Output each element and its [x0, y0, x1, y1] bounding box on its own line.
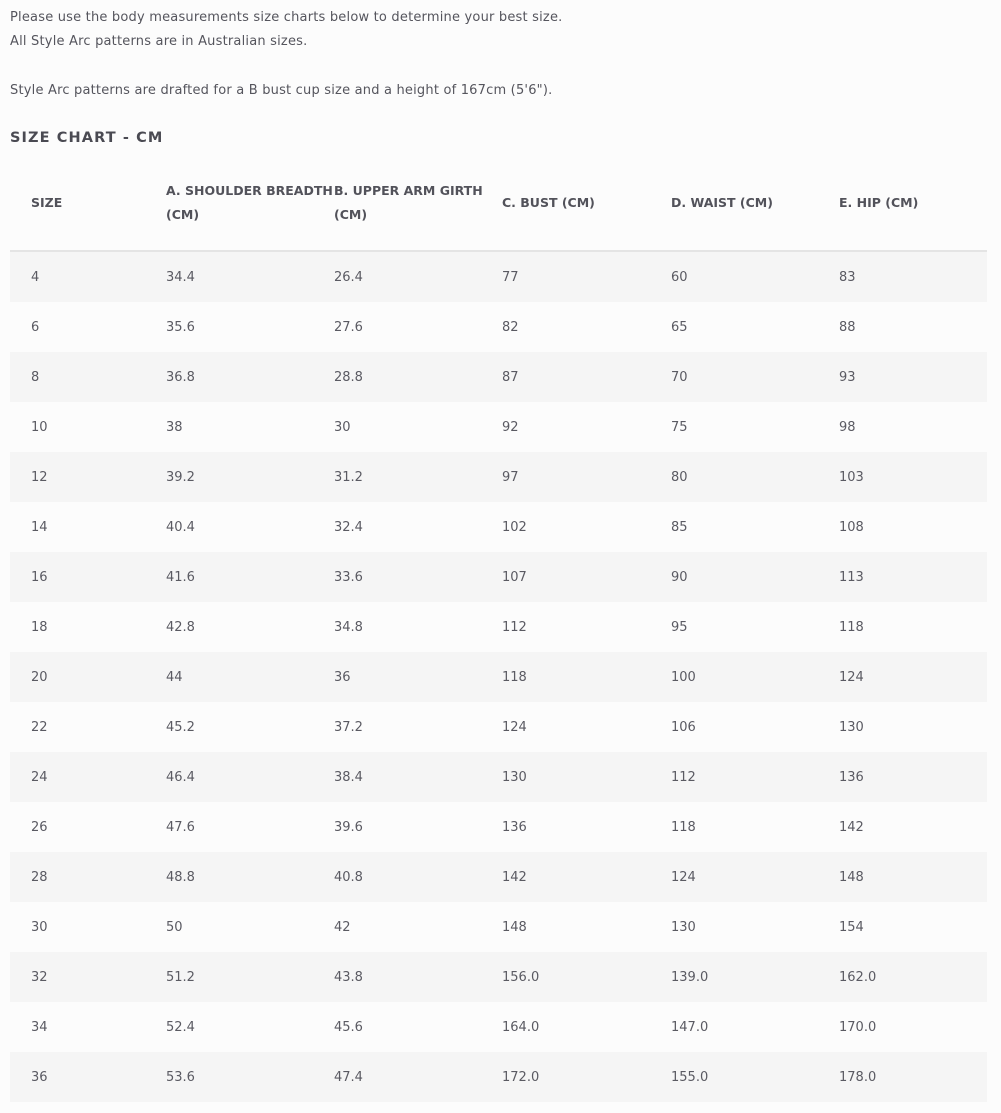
cell-hip: 136 [839, 752, 987, 802]
cell-upper-arm-girth: 32.4 [334, 502, 502, 552]
cell-shoulder-breadth: 38 [166, 402, 334, 452]
cell-shoulder-breadth: 42.8 [166, 602, 334, 652]
table-row [10, 1002, 987, 1052]
cell-size: 14 [10, 502, 166, 552]
cell-waist: 155.0 [671, 1052, 839, 1102]
column-header-hip: E. HIP (CM) [839, 156, 987, 251]
cell-waist: 100 [671, 652, 839, 702]
cell-waist: 70 [671, 352, 839, 402]
size-chart-table [10, 156, 987, 1102]
cell-bust: 130 [502, 752, 671, 802]
cell-bust: 136 [502, 802, 671, 852]
cell-shoulder-breadth: 46.4 [166, 752, 334, 802]
cell-upper-arm-girth: 42 [334, 902, 502, 952]
cell-size: 24 [10, 752, 166, 802]
table-row [10, 452, 987, 502]
table-row [10, 802, 987, 852]
table-row [10, 302, 987, 352]
cell-hip: 124 [839, 652, 987, 702]
cell-hip: 142 [839, 802, 987, 852]
cell-shoulder-breadth: 45.2 [166, 702, 334, 752]
cell-bust: 142 [502, 852, 671, 902]
table-row [10, 552, 987, 602]
cell-bust: 107 [502, 552, 671, 602]
table-row [10, 402, 987, 452]
cell-hip: 108 [839, 502, 987, 552]
cell-hip: 170.0 [839, 1002, 987, 1052]
cell-upper-arm-girth: 37.2 [334, 702, 502, 752]
cell-hip: 162.0 [839, 952, 987, 1002]
column-header-size: SIZE [10, 156, 166, 251]
cell-hip: 103 [839, 452, 987, 502]
cell-bust: 124 [502, 702, 671, 752]
table-row [10, 602, 987, 652]
table-row [10, 502, 987, 552]
column-header-shoulder-breadth: A. SHOULDER BREADTH (CM) [166, 156, 334, 251]
column-header-upper-arm-girth: B. UPPER ARM GIRTH (CM) [334, 156, 502, 251]
cell-bust: 164.0 [502, 1002, 671, 1052]
intro-text [10, 6, 970, 103]
column-header-waist: D. WAIST (CM) [671, 156, 839, 251]
cell-shoulder-breadth: 47.6 [166, 802, 334, 852]
cell-shoulder-breadth: 50 [166, 902, 334, 952]
cell-size: 10 [10, 402, 166, 452]
cell-upper-arm-girth: 36 [334, 652, 502, 702]
intro-line: All Style Arc patterns are in Australian sizes. [10, 34, 308, 49]
cell-waist: 112 [671, 752, 839, 802]
cell-upper-arm-girth: 30 [334, 402, 502, 452]
cell-bust: 87 [502, 352, 671, 402]
cell-shoulder-breadth: 39.2 [166, 452, 334, 502]
table-row [10, 852, 987, 902]
cell-hip: 98 [839, 402, 987, 452]
cell-hip: 178.0 [839, 1052, 987, 1102]
cell-waist: 118 [671, 802, 839, 852]
cell-size: 26 [10, 802, 166, 852]
table-row [10, 702, 987, 752]
cell-waist: 95 [671, 602, 839, 652]
table-header-row [10, 156, 987, 251]
cell-size: 20 [10, 652, 166, 702]
intro-line: Please use the body measurements size charts below to determine your best size. [10, 10, 563, 25]
cell-waist: 106 [671, 702, 839, 752]
cell-waist: 80 [671, 452, 839, 502]
cell-waist: 124 [671, 852, 839, 902]
cell-bust: 156.0 [502, 952, 671, 1002]
cell-upper-arm-girth: 39.6 [334, 802, 502, 852]
cell-hip: 130 [839, 702, 987, 752]
cell-upper-arm-girth: 34.8 [334, 602, 502, 652]
cell-size: 8 [10, 352, 166, 402]
cell-hip: 83 [839, 251, 987, 302]
table-body [10, 251, 987, 1102]
cell-bust: 82 [502, 302, 671, 352]
cell-hip: 118 [839, 602, 987, 652]
cell-bust: 118 [502, 652, 671, 702]
table-row [10, 652, 987, 702]
cell-shoulder-breadth: 35.6 [166, 302, 334, 352]
cell-bust: 97 [502, 452, 671, 502]
cell-size: 4 [10, 251, 166, 302]
cell-upper-arm-girth: 27.6 [334, 302, 502, 352]
table-row [10, 1052, 987, 1102]
cell-shoulder-breadth: 48.8 [166, 852, 334, 902]
cell-shoulder-breadth: 34.4 [166, 251, 334, 302]
cell-waist: 90 [671, 552, 839, 602]
table-row [10, 752, 987, 802]
cell-hip: 93 [839, 352, 987, 402]
table-row [10, 352, 987, 402]
cell-shoulder-breadth: 51.2 [166, 952, 334, 1002]
cell-size: 36 [10, 1052, 166, 1102]
intro-line: Style Arc patterns are drafted for a B bust cup size and a height of 167cm (5'6"). [10, 83, 553, 98]
cell-upper-arm-girth: 45.6 [334, 1002, 502, 1052]
cell-shoulder-breadth: 36.8 [166, 352, 334, 402]
cell-waist: 130 [671, 902, 839, 952]
cell-upper-arm-girth: 47.4 [334, 1052, 502, 1102]
cell-size: 16 [10, 552, 166, 602]
cell-bust: 148 [502, 902, 671, 952]
cell-shoulder-breadth: 44 [166, 652, 334, 702]
cell-waist: 147.0 [671, 1002, 839, 1052]
cell-size: 6 [10, 302, 166, 352]
cell-upper-arm-girth: 43.8 [334, 952, 502, 1002]
cell-bust: 77 [502, 251, 671, 302]
cell-upper-arm-girth: 26.4 [334, 251, 502, 302]
cell-size: 28 [10, 852, 166, 902]
cell-shoulder-breadth: 40.4 [166, 502, 334, 552]
cell-shoulder-breadth: 41.6 [166, 552, 334, 602]
size-chart-title: SIZE CHART - CM [10, 130, 164, 146]
cell-size: 30 [10, 902, 166, 952]
cell-upper-arm-girth: 40.8 [334, 852, 502, 902]
cell-size: 12 [10, 452, 166, 502]
table-row [10, 902, 987, 952]
cell-hip: 88 [839, 302, 987, 352]
cell-size: 18 [10, 602, 166, 652]
table-row [10, 952, 987, 1002]
cell-size: 34 [10, 1002, 166, 1052]
cell-bust: 92 [502, 402, 671, 452]
column-header-bust: C. BUST (CM) [502, 156, 671, 251]
cell-upper-arm-girth: 33.6 [334, 552, 502, 602]
cell-waist: 65 [671, 302, 839, 352]
cell-upper-arm-girth: 31.2 [334, 452, 502, 502]
cell-hip: 154 [839, 902, 987, 952]
cell-waist: 60 [671, 251, 839, 302]
cell-upper-arm-girth: 28.8 [334, 352, 502, 402]
cell-hip: 113 [839, 552, 987, 602]
cell-waist: 139.0 [671, 952, 839, 1002]
cell-upper-arm-girth: 38.4 [334, 752, 502, 802]
cell-bust: 172.0 [502, 1052, 671, 1102]
cell-waist: 75 [671, 402, 839, 452]
cell-hip: 148 [839, 852, 987, 902]
cell-size: 32 [10, 952, 166, 1002]
cell-shoulder-breadth: 52.4 [166, 1002, 334, 1052]
cell-size: 22 [10, 702, 166, 752]
cell-shoulder-breadth: 53.6 [166, 1052, 334, 1102]
cell-waist: 85 [671, 502, 839, 552]
cell-bust: 102 [502, 502, 671, 552]
cell-bust: 112 [502, 602, 671, 652]
table-row [10, 251, 987, 302]
